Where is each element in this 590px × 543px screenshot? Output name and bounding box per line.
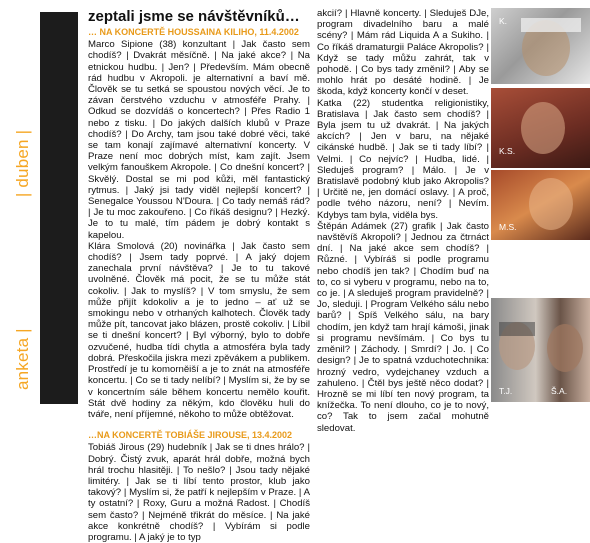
photo-k xyxy=(491,8,590,84)
photo-ms xyxy=(491,170,590,240)
article-column-2 xyxy=(317,8,489,434)
sidebar-part-anketa: anketa xyxy=(13,337,32,390)
sidebar-part-april: april xyxy=(13,91,32,125)
sidebar-separator-3: | xyxy=(13,129,32,135)
photo-label-sa: Š.A. xyxy=(551,386,568,396)
photo-label-ks: K.S. xyxy=(499,146,516,156)
photo-ks xyxy=(491,88,590,168)
sidebar-bar xyxy=(40,12,78,404)
photo-label-ms: M.S. xyxy=(499,222,517,232)
column-2-text: akcií? | Hlavně koncerty. | Sleduješ DJe, program divadelního baru a malé scény? | Mám rád Liquida A a Sukiho. | Co říkáš dramaturgii Paláce Akropolis? | Když se tady můžu zahrát, tak v pohodě. | Co bys tady změnil? | Aby se mohlo hrát po desáté hodině. | Je škoda, když koncerty končí v deset. Katka (22) studentka religionistiky, Bratislava | Jak často sem chodíš? | Byla jsem tu už dvakrát. | Na jakých akcích? | Jen v baru, na nějaké cikánské hudbě. | Jak se ti tady líbí? | Velmi. | Co nejvíc? | Hudba, lidé. | Sleduješ program? | Málo. | Je v Bratislavě podobný klub jako Akropolis? | Určitě ne, jen domácí oslavy. | A proč, podle tvého názoru, není? | Nevím. Kdybys tam byla, viděla bys. Štěpán Adámek (27) grafik | Jak často navštěvíš Akropoli? | Jednou za čtrnáct dní. | Na jaké akce sem chodíš? | Různé. | Vybíráš si podle programu nebo chodíš jen tak? | Chodím buď na to, co si vyberu v programu, nebo na to, co je. | A sleduješ program pravidelně? | Jo, sleduji. | Program Velkého sálu nebo barů? | Spíš Velkého sálu, na bary chodím, jen když tam hrají kámoši, jinak si programu nevšímám. | Co bys tu změnil? | Záchody. | Smrdí? | Jo. | Co design? | Je to spatná vzduchotechnika: hrozný vedro, vydejchaney vzduch a zahuleno. | Čtěl bys ještě něco dodat? | Hrozně se mi líbí ten nový program, ta knížečka. To není dlouho, co je to nový, co? Tak to jsem začal mohutně sledovat. xyxy=(317,8,489,434)
sidebar-separator-1: | xyxy=(13,328,32,333)
article-title: zeptali jsme se návštěvníků… xyxy=(88,8,300,25)
section-1-heading: … NA KONCERTĚ HOUSSAINA KILIHO, 11.4.2002 xyxy=(88,27,299,37)
sidebar-part-duben: duben xyxy=(13,139,32,188)
photo-tj-sa xyxy=(491,298,590,402)
section-2-heading: …NA KONCERTĚ TOBIÁŠE JIROUSE, 13.4.2002 xyxy=(88,430,293,441)
sidebar-vertical-title xyxy=(13,10,33,390)
photo-label-k: K. xyxy=(499,16,508,26)
article-column-1 xyxy=(88,8,310,543)
section-1-text: Marco Sipione (38) konzultant | Jak často sem chodíš? | Dvakrát měsíčně. | Na jaké akce? | Na etnickou hudbu. | Jen? | Především. Mám obecně rád hudbu v Akropoli. je alternativní a baví mě. Člověk se tu setká se spoustou nových věcí. Je to závan čerstvého vzduchu v atmosféře Prahy. | Odkud se dozvídáš o koncertech? | Přes Radio 1 nebo z tisku. | Do jakých dalších klubů v Praze chodíš? | Do Archy, tam jsou také dobré věci, také se tam konají zajímavé alternativní koncerty. V Praze není moc dobrých míst, kam zajít. Jsem velkým fanouškem Akropole. | Co dnešní koncert? | Skvělý. Dostal se mi pod kůži, měl fantastický rytmus. | Jaký jsi tady viděl nejlepší koncert? | Senegalce Youssou N'Doura. | Co tady nemáš rád? | Je tu moc zakouřeno. | Co říkáš designu? | Hezký. Je to tu malé, tím pádem je dobrý kontakt s kapelou. Klára Smolová (20) novinářka | Jak často sem chodíš? | Jsem tady poprvé. | A jaký dojem zanechala první návštěva? | Je to tu takové uvolněné. Člověk má pocit, že se tu může stát cokoliv. | Jak to myslíš? | V tom smyslu, že sem může přijít kdokoliv a je to jedno – ať už se smokingu nebo v otrhaných kalhotech. Člověk tady může pít, tancovat jako blázen, prostě cokoliv. | Líbil se ti dnešní koncert? | Byl výborný, bylo to dobře ozvučené, hudba tídi chytla a atmosféra byla tady dobrá. Přeskočila jiskra mezi zpěvákem a publikem. Prostředí je tu komorněiší a je to znát na atmosféře koncertu. | Co se ti tady nelíbí? | Myslím si, že by se v koncertním sále během koncertu nemělo kouřit. Stát dvě hodiny za někým, kdo člověku huli do tváře, není příjemné, někoho to může obtěžovat. xyxy=(88,39,310,420)
sidebar-separator-2: | xyxy=(13,192,32,198)
photo-label-tj: T.J. xyxy=(499,386,513,396)
sidebar-part-a-few-questions: a few questions xyxy=(13,202,32,324)
portrait-ks-shape xyxy=(491,88,590,168)
sidebar xyxy=(0,0,78,404)
section-2-text: Tobiáš Jirous (29) hudebník | Jak se ti dnes hrálo? | Dobrý. Čistý zvuk, aparát hrál dobře, možná bych hrál trochu hlasitěji. | To nešlo? | Jsou tady nějaké limitéry. | Jak se ti líbí tento prostor, klub jako takový? | Myslím si, že patří k nejlepším v Praze. | A ty ostatní? | Roxy, Guru a možná Radost. | Chodíš sem často? | Nejméně třikrát do měsíce. | Na jaké akce konkrétně chodíš? | Vybírám si podle programu. | A jaký je to typ xyxy=(88,442,310,543)
